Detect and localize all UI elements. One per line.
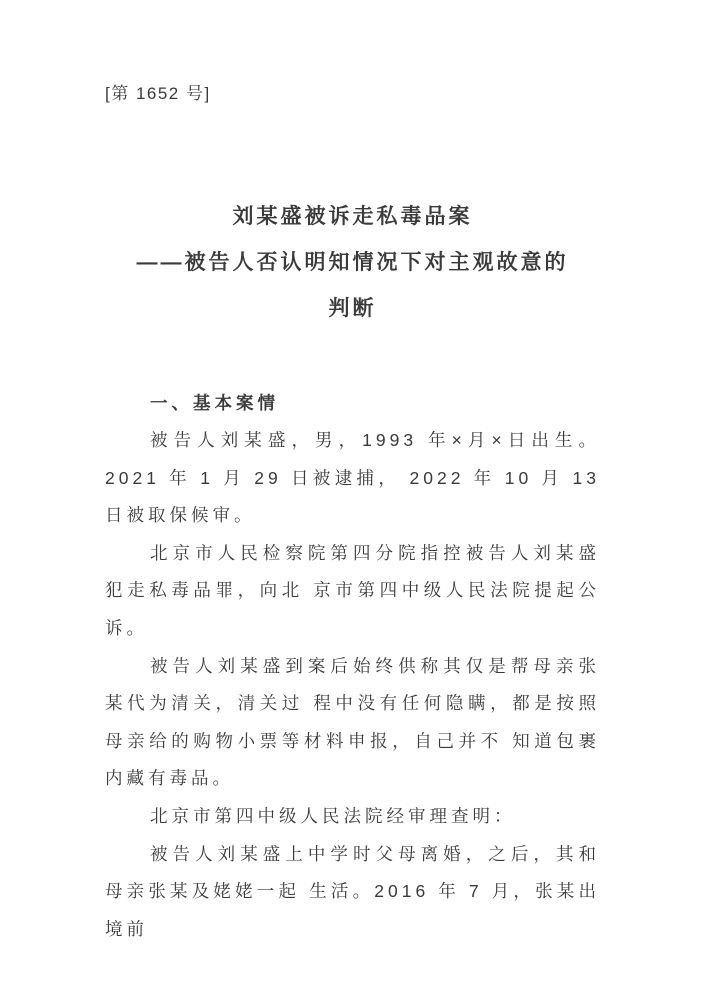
section-heading-basic-facts: 一、基本案情 (150, 393, 279, 413)
title-block (105, 194, 600, 332)
case-subtitle-line-2: 判断 (328, 297, 377, 320)
doc-number: [第 1652 号] (105, 84, 211, 103)
paragraph-defendant-statement: 被告人刘某盛到案后始终供称其仅是帮母亲张某代为清关，清关过 程中没有任何隐瞒，都是按照母亲给的购物小票等材料申报，自己并不 知道包裹内藏有毒品。 (105, 655, 600, 789)
paragraph-prosecution: 北京市人民检察院第四分院指控被告人刘某盛犯走私毒品罪，向北 京市第四中级人民法院提起公诉。 (105, 542, 600, 638)
case-subtitle-line-1: ——被告人否认明知情况下对主观故意的 (136, 251, 569, 274)
paragraph-family-background: 被告人刘某盛上中学时父母离婚，之后，其和母亲张某及姥姥一起 生活。2016 年 7 月，张某出境前 (105, 843, 600, 939)
case-title: 刘某盛被诉走私毒品案 (232, 205, 473, 228)
paragraph-court-findings-intro: 北京市第四中级人民法院经审理查明： (150, 805, 516, 826)
paragraph-defendant-birth-arrest: 被告人刘某盛，男，1993 年×月×日出生。2021 年 1 月 29 日被逮捕， 2022 年 10 月 13 日被取保候审。 (105, 430, 600, 526)
